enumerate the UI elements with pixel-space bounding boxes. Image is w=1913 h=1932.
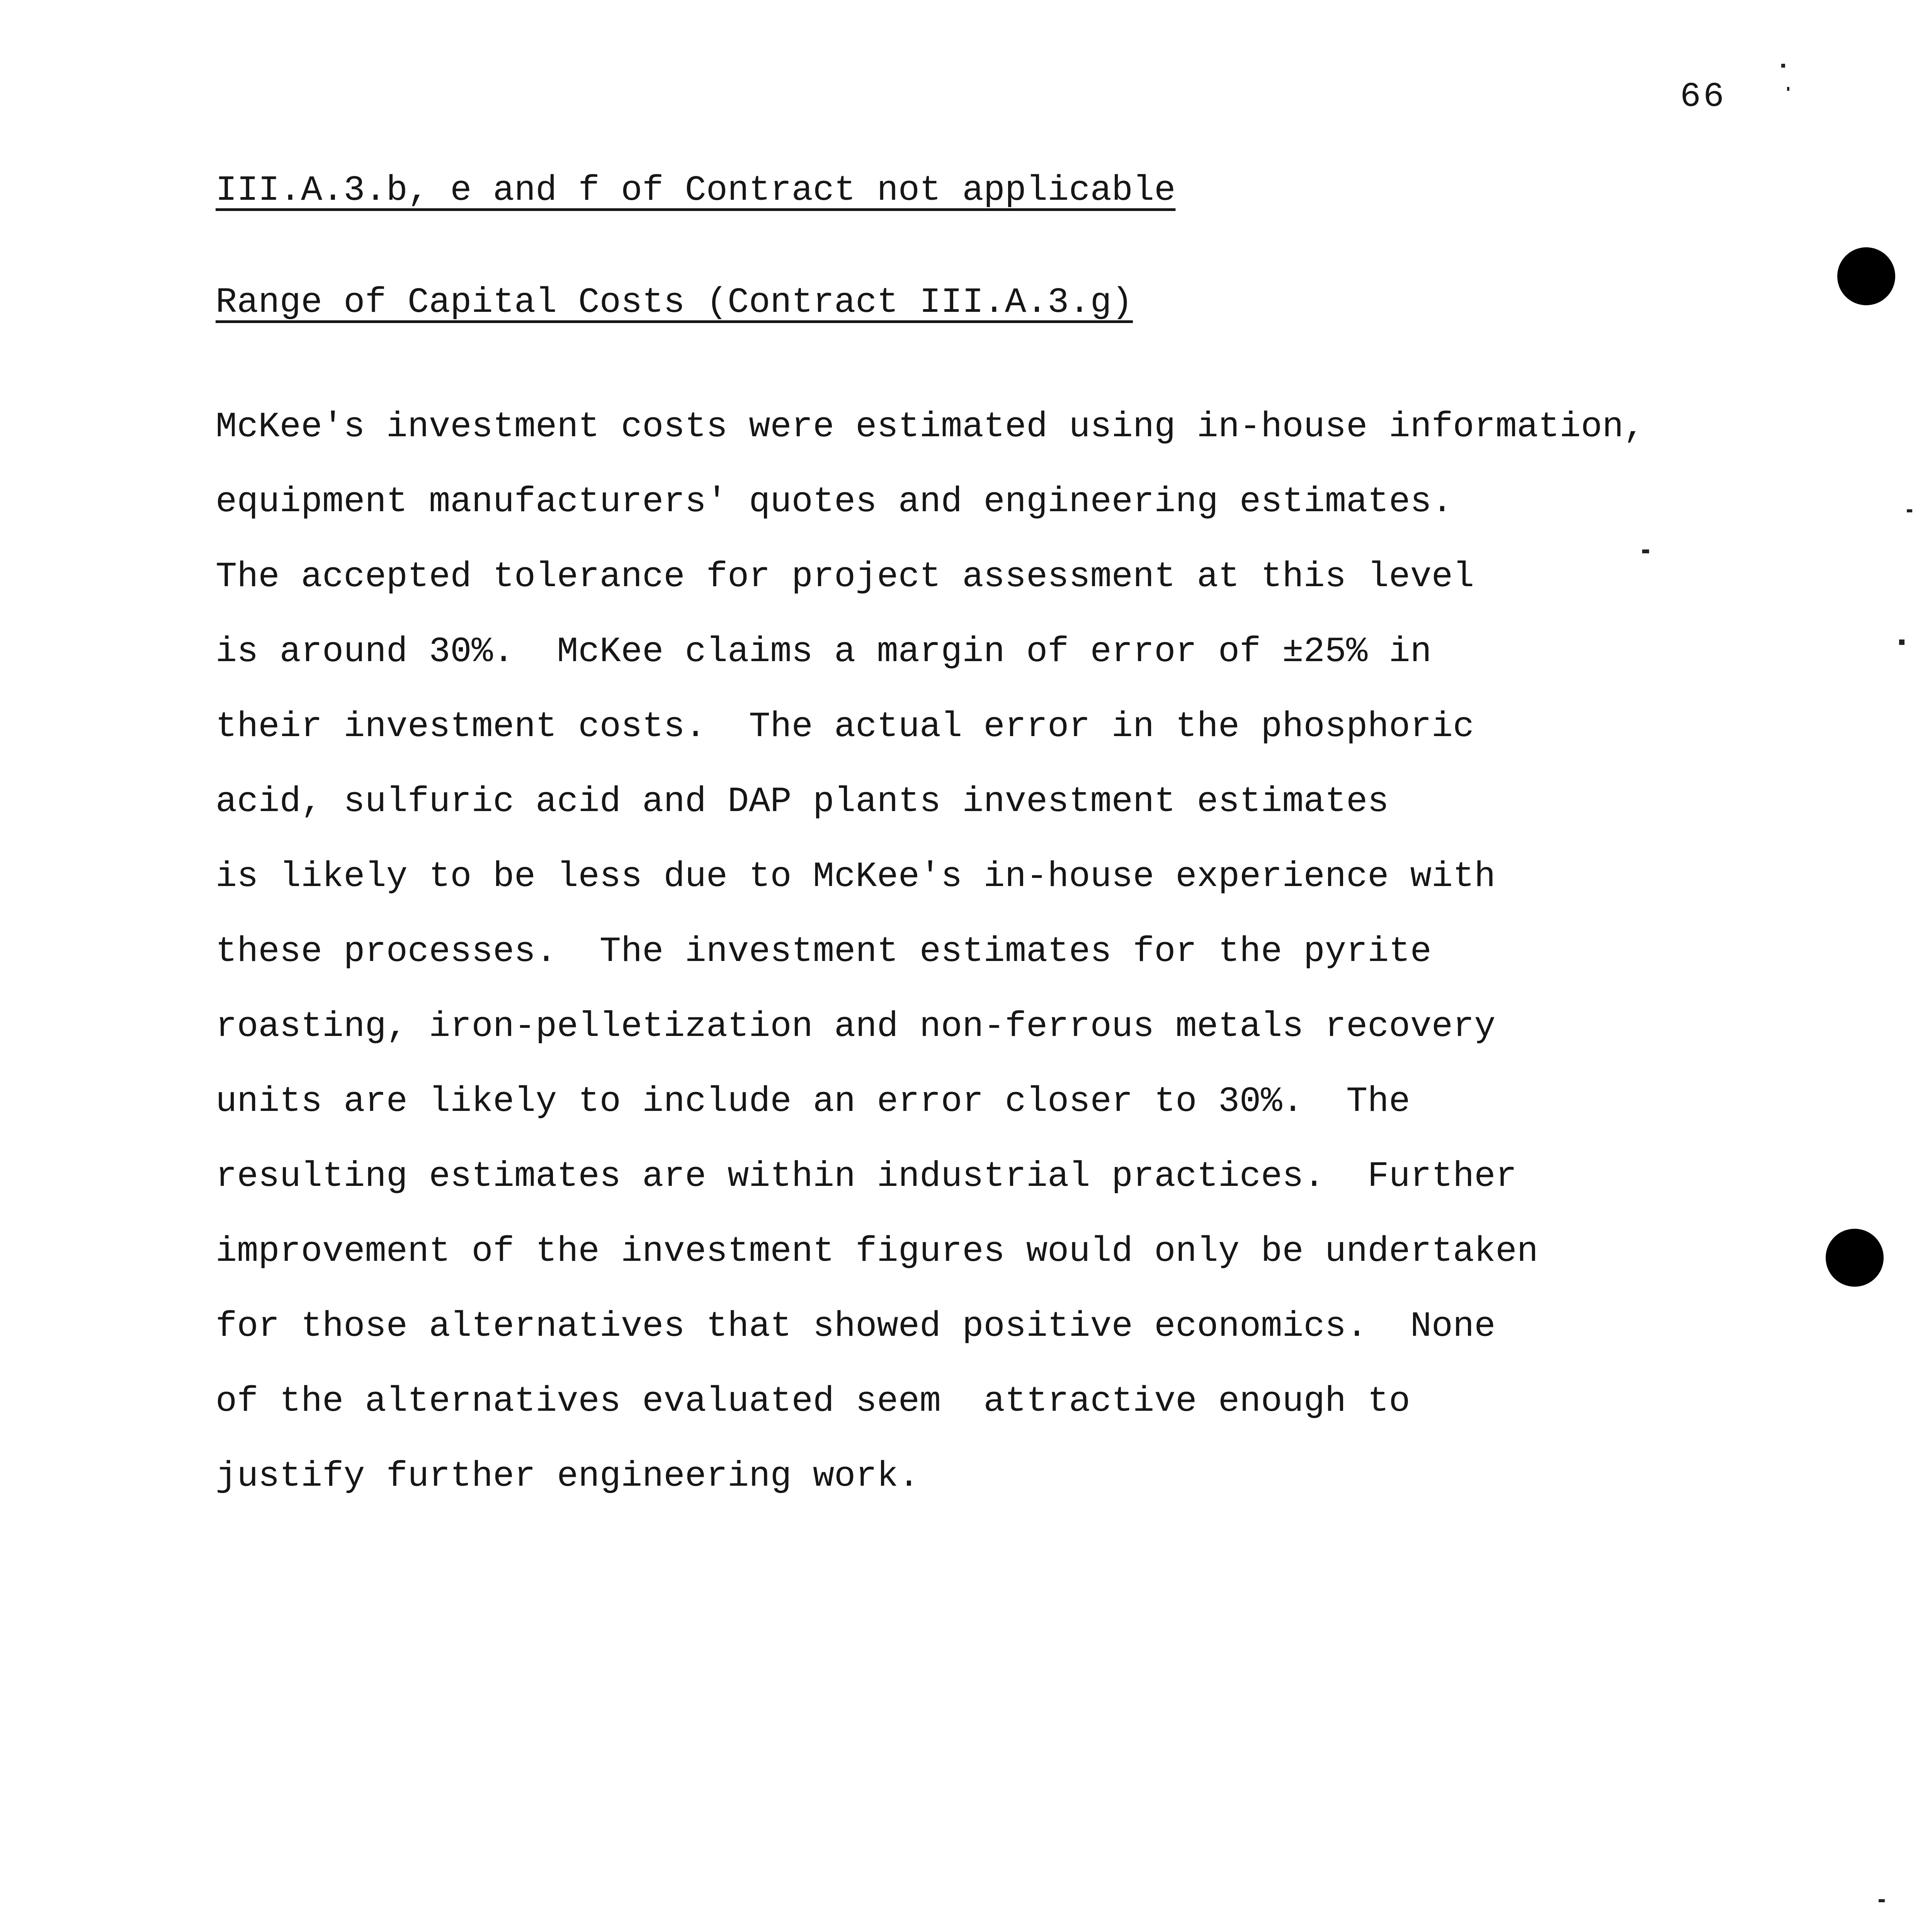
- body-line: McKee's investment costs were estimated using in-house information,: [216, 406, 1645, 447]
- body-line: is likely to be less due to McKee's in-house experience with: [216, 856, 1496, 897]
- scan-speck: [1642, 549, 1649, 553]
- body-line: equipment manufacturers' quotes and engineering estimates.: [216, 481, 1453, 522]
- body-line: these processes. The investment estimates for the pyrite: [216, 931, 1432, 972]
- body-line: improvement of the investment figures would only be undertaken: [216, 1231, 1538, 1272]
- body-line: units are likely to include an error closer to 30%. The: [216, 1081, 1410, 1122]
- scan-speck: [1787, 87, 1789, 91]
- body-line: roasting, iron-pelletization and non-ferrous metals recovery: [216, 1006, 1496, 1047]
- body-line: acid, sulfuric acid and DAP plants investment estimates: [216, 781, 1389, 822]
- section-heading-not-applicable: III.A.3.b, e and f of Contract not applicable: [216, 170, 1176, 211]
- scan-speck: [1907, 509, 1912, 512]
- body-line: The accepted tolerance for project assessment at this level: [216, 556, 1474, 597]
- body-line: their investment costs. The actual error in the phosphoric: [216, 706, 1474, 747]
- body-line: resulting estimates are within industrial practices. Further: [216, 1156, 1517, 1197]
- scan-speck: [1781, 64, 1785, 68]
- section-heading-capital-costs: Range of Capital Costs (Contract III.A.3.g): [216, 282, 1133, 323]
- body-line: is around 30%. McKee claims a margin of error of ±25% in: [216, 631, 1432, 672]
- scan-speck: [1899, 639, 1904, 645]
- scan-speck: [1879, 1899, 1885, 1902]
- page-number: 66: [1680, 77, 1727, 117]
- body-line: for those alternatives that showed positive economics. None: [216, 1306, 1496, 1347]
- body-paragraph: [216, 398, 1838, 1522]
- punch-hole: [1826, 1229, 1884, 1287]
- punch-hole: [1837, 247, 1895, 305]
- body-line: justify further engineering work.: [216, 1456, 920, 1497]
- body-line: of the alternatives evaluated seem attractive enough to: [216, 1381, 1410, 1422]
